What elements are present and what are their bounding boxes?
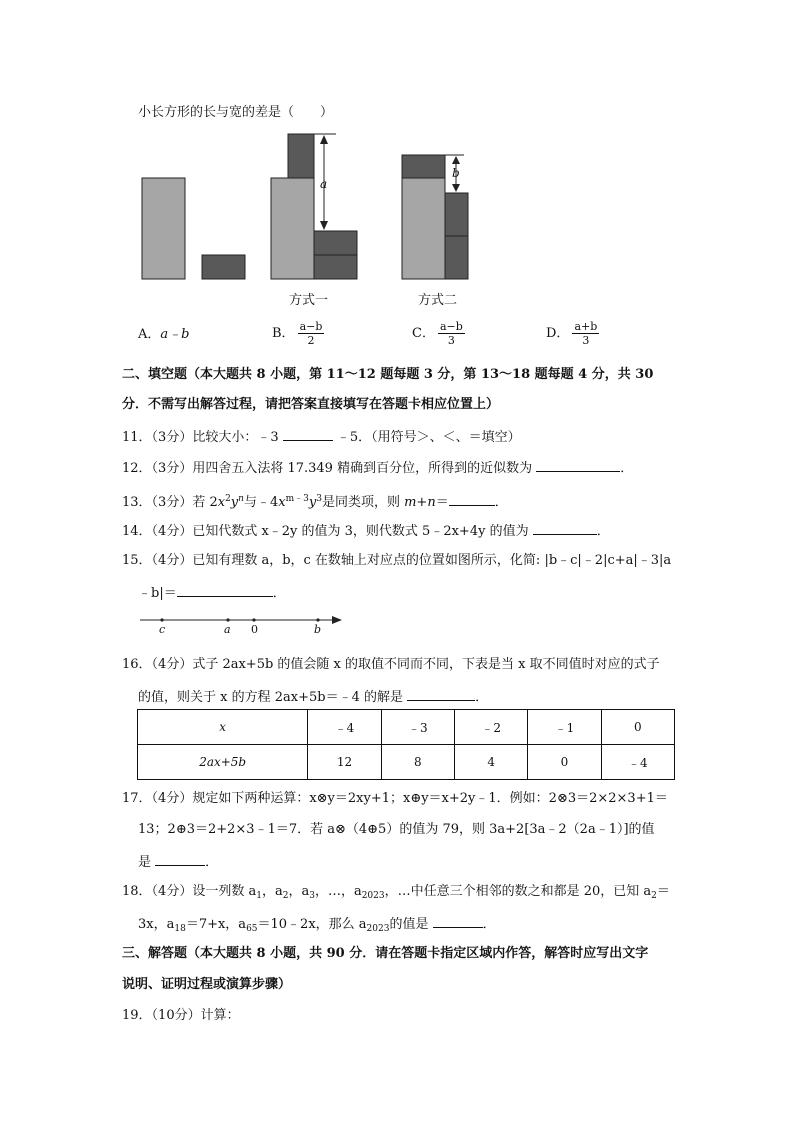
method1-small-1	[314, 231, 357, 255]
table-cell: 0	[601, 710, 674, 745]
answer-blank[interactable]	[536, 459, 620, 472]
answer-blank[interactable]	[155, 853, 205, 866]
section2-heading-line2: 分．不需写出解答过程，请把答案直接填写在答题卡相应位置上）	[122, 397, 500, 412]
question-17-line2: 13；2⊕3＝2+2×3﹣1＝7．若 a⊗（4⊕5）的值为 79，则 3a+2[3a﹣2（2a﹣1）]的值	[138, 822, 655, 837]
caption-method1: 方式一	[289, 293, 329, 308]
number-line-arrow	[332, 616, 342, 624]
point-0	[252, 618, 255, 621]
answer-blank[interactable]	[407, 688, 475, 701]
answer-blank[interactable]	[533, 522, 597, 535]
method2-top-small	[402, 155, 445, 178]
question-15-line1: 15．（4分）已知有理数 a，b，c 在数轴上对应点的位置如图所示，化简: |b﹣c|﹣2|c+a|﹣3|a	[122, 553, 672, 568]
section2-heading-line1: 二、填空题（本大题共 8 小题，第 11～12 题每题 3 分，第 13～18 题每题 4 分，共 30	[122, 367, 654, 382]
table-cell: ﹣2	[454, 710, 527, 745]
table-cell: 0	[528, 745, 601, 780]
question-13: 13．（3分）若 $2x^2y^n$与$﹣4x^{m﹣3}y^3$是同类项，则 m+n＝ ．	[122, 494, 508, 510]
question-18-line2: 3x，$a_{18}=7+x$，$a_{65}=10﹣2x$，那么 $a_{2023}$的值是 ．	[138, 917, 496, 934]
table-cell: 4	[454, 745, 527, 780]
q10-stem: 小长方形的长与宽的差是（ ）	[138, 105, 334, 120]
small-rectangle	[202, 255, 245, 279]
value-table	[137, 709, 675, 780]
axis-label-0: 0	[251, 623, 258, 636]
option-b: B． $\frac{a-b}{2}$	[272, 320, 323, 347]
question-16-line1: 16．（4分）式子 2ax+5b 的值会随 x 的取值不同而不同，下表是当 x 取不同值时对应的式子	[122, 657, 660, 672]
section3-heading-line1: 三、解答题（本大题共 8 小题，共 90 分．请在答题卡指定区域内作答，解答时应写出文字	[122, 946, 649, 961]
label-b: b	[452, 166, 460, 180]
q10-figure	[130, 128, 490, 288]
caption-method2: 方式二	[418, 293, 458, 308]
answer-blank[interactable]	[177, 584, 273, 597]
method1-big-rect	[271, 178, 314, 279]
option-c: C． $\frac{a-b}{3}$	[412, 320, 463, 347]
table-row	[138, 710, 675, 745]
question-16-line2: 的值，则关于 x 的方程 2ax+5b＝﹣4 的解是 ．	[138, 690, 489, 705]
table-cell: 2ax+5b	[138, 745, 308, 780]
table-cell: x	[138, 710, 308, 745]
table-cell: 12	[308, 745, 381, 780]
table-cell: ﹣4	[601, 745, 674, 780]
axis-label-a: a	[224, 623, 231, 636]
answer-blank[interactable]	[449, 493, 495, 506]
point-b	[316, 618, 319, 621]
axis-label-c: c	[159, 623, 166, 636]
question-17-line3: 是 ．	[138, 855, 219, 870]
table-row	[138, 745, 675, 780]
option-d: D． $\frac{a+b}{3}$	[546, 320, 598, 347]
table-cell: ﹣3	[381, 710, 454, 745]
method1-small-2	[314, 255, 357, 279]
answer-blank[interactable]	[283, 428, 333, 441]
option-a: A．a﹣b	[138, 327, 190, 342]
question-17-line1: 17．（4分）规定如下两种运算：x⊗y＝2xy+1；x⊕y＝x+2y﹣1．例如：2⊗3＝2×2×3+1＝	[122, 791, 668, 806]
question-19: 19．（10分）计算：	[122, 1008, 240, 1023]
question-12: 12．（3分）用四舍五入法将 17.349 精确到百分位，所得到的近似数为 ．	[122, 461, 634, 476]
question-18-line1: 18．（4分）设一列数 $a_1$，$a_2$，$a_3$，…，$a_{2023}$，…中任意三个相邻的数之和都是 20，已知 $a_2=$	[122, 884, 670, 901]
section3-heading-line2: 说明、证明过程或演算步骤）	[122, 977, 292, 992]
table-cell: ﹣1	[528, 710, 601, 745]
point-c	[160, 618, 163, 621]
answer-blank[interactable]	[433, 915, 483, 928]
question-14: 14．（4分）已知代数式 x﹣2y 的值为 3，则代数式 5﹣2x+4y 的值为 ．	[122, 524, 610, 539]
table-cell: 8	[381, 745, 454, 780]
method1-top-small	[288, 134, 314, 178]
question-15-line2: ﹣b|＝ ．	[138, 586, 286, 601]
method2-small-1	[445, 193, 468, 236]
method2-big-rect	[402, 178, 445, 279]
table-cell: ﹣4	[308, 710, 381, 745]
point-a	[226, 618, 229, 621]
axis-label-b: b	[314, 623, 322, 636]
method2-small-2	[445, 236, 468, 279]
label-a: a	[320, 177, 328, 191]
question-11: 11．（3分）比较大小：﹣3 ﹣5．（用符号＞、＜、＝填空）	[122, 430, 521, 445]
big-rectangle	[142, 178, 185, 279]
